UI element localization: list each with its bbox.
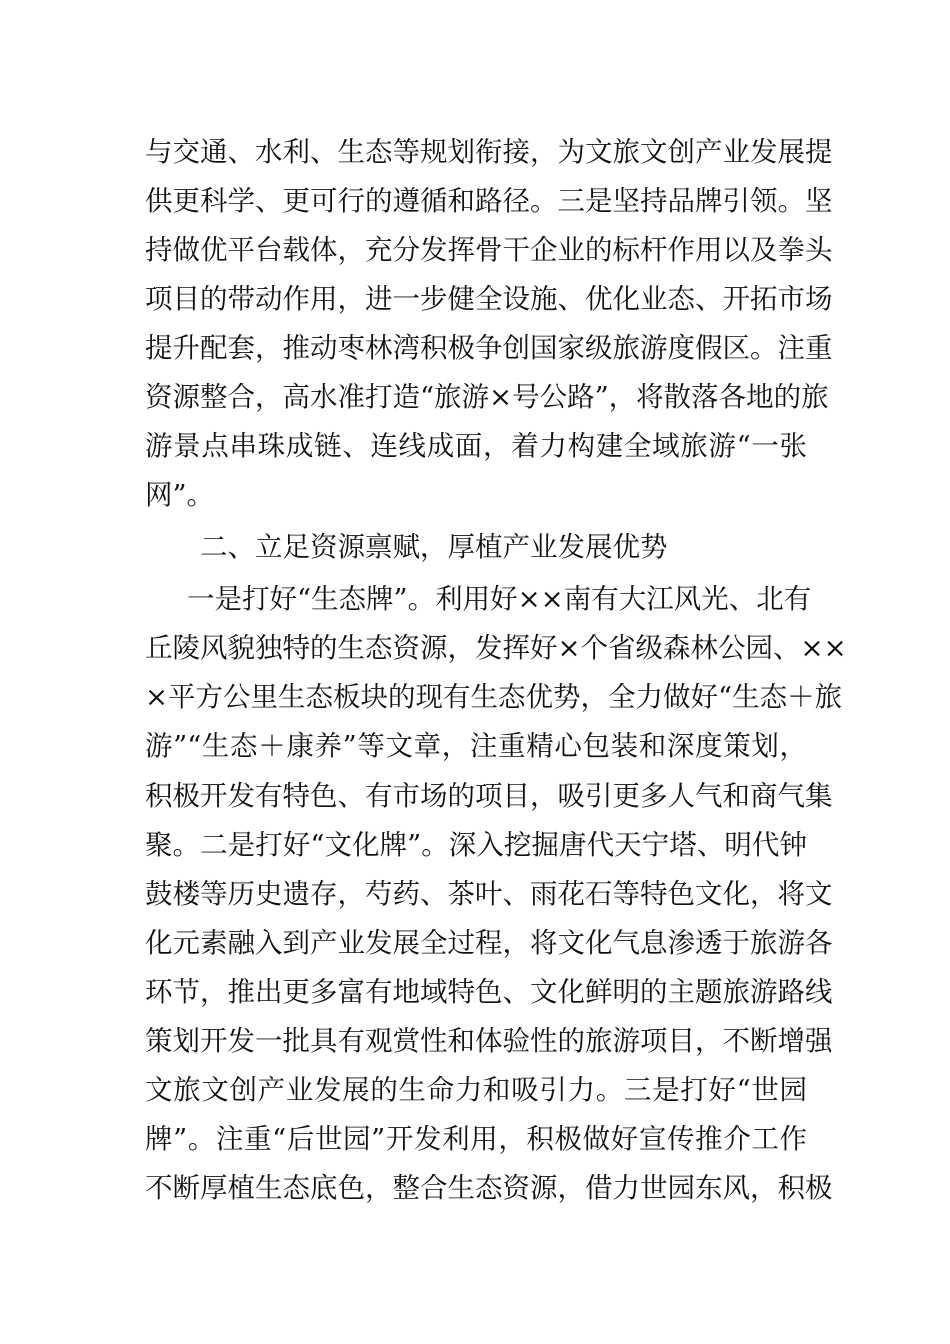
text-line: 文旅文创产业发展的生命力和吸引力。三是打好“世园 xyxy=(145,1074,807,1106)
text-line: 提升配套，推动枣林湾积极争创国家级旅游度假区。注重 xyxy=(145,332,833,364)
text-line: 游景点串珠成链、连线成面，着力构建全域旅游“一张 xyxy=(145,430,807,462)
text-line: 持做优平台载体，充分发挥骨干企业的标杆作用以及拳头 xyxy=(145,234,833,266)
text-line: 聚。二是打好“文化牌”。深入挖掘唐代天宁塔、明代钟 xyxy=(145,829,807,861)
text-line: 鼓楼等历史遗存，芍药、茶叶、雨花石等特色文化，将文 xyxy=(145,878,833,910)
text-line: 与交通、水利、生态等规划衔接，为文旅文创产业发展提 xyxy=(145,136,833,168)
text-line: 化元素融入到产业发展全过程，将文化气息渗透于旅游各 xyxy=(145,927,833,959)
text-line: 供更科学、更可行的遵循和路径。三是坚持品牌引领。坚 xyxy=(145,185,833,217)
text-line: 不断厚植生态底色，整合生态资源，借力世园东风，积极 xyxy=(145,1172,833,1204)
text-line: ×平方公里生态板块的现有生态优势，全力做好“生态＋旅 xyxy=(145,681,843,713)
text-line: 环节，推出更多富有地域特色、文化鲜明的主题旅游路线 xyxy=(145,976,833,1008)
text-line: 策划开发一批具有观赏性和体验性的旅游项目，不断增强 xyxy=(145,1025,833,1057)
text-line: 牌”。注重“后世园”开发利用，积极做好宣传推介工作 xyxy=(145,1123,807,1155)
text-line: 资源整合，高水准打造“旅游×号公路”，将散落各地的旅 xyxy=(145,381,829,413)
text-line: 网”。 xyxy=(145,479,215,511)
text-line: 丘陵风貌独特的生态资源，发挥好×个省级森林公园、×× xyxy=(145,632,847,664)
text-line: 游”“生态＋康养”等文章，注重精心包装和深度策划， xyxy=(145,730,807,762)
section-heading: 二、立足资源禀赋，厚植产业发展优势 xyxy=(200,531,668,563)
text-line: 项目的带动作用，进一步健全设施、优化业态、开拓市场 xyxy=(145,283,833,315)
text-line: 一是打好“生态牌”。利用好××南有大江风光、北有 xyxy=(187,583,812,615)
text-line: 积极开发有特色、有市场的项目，吸引更多人气和商气集 xyxy=(145,780,833,812)
